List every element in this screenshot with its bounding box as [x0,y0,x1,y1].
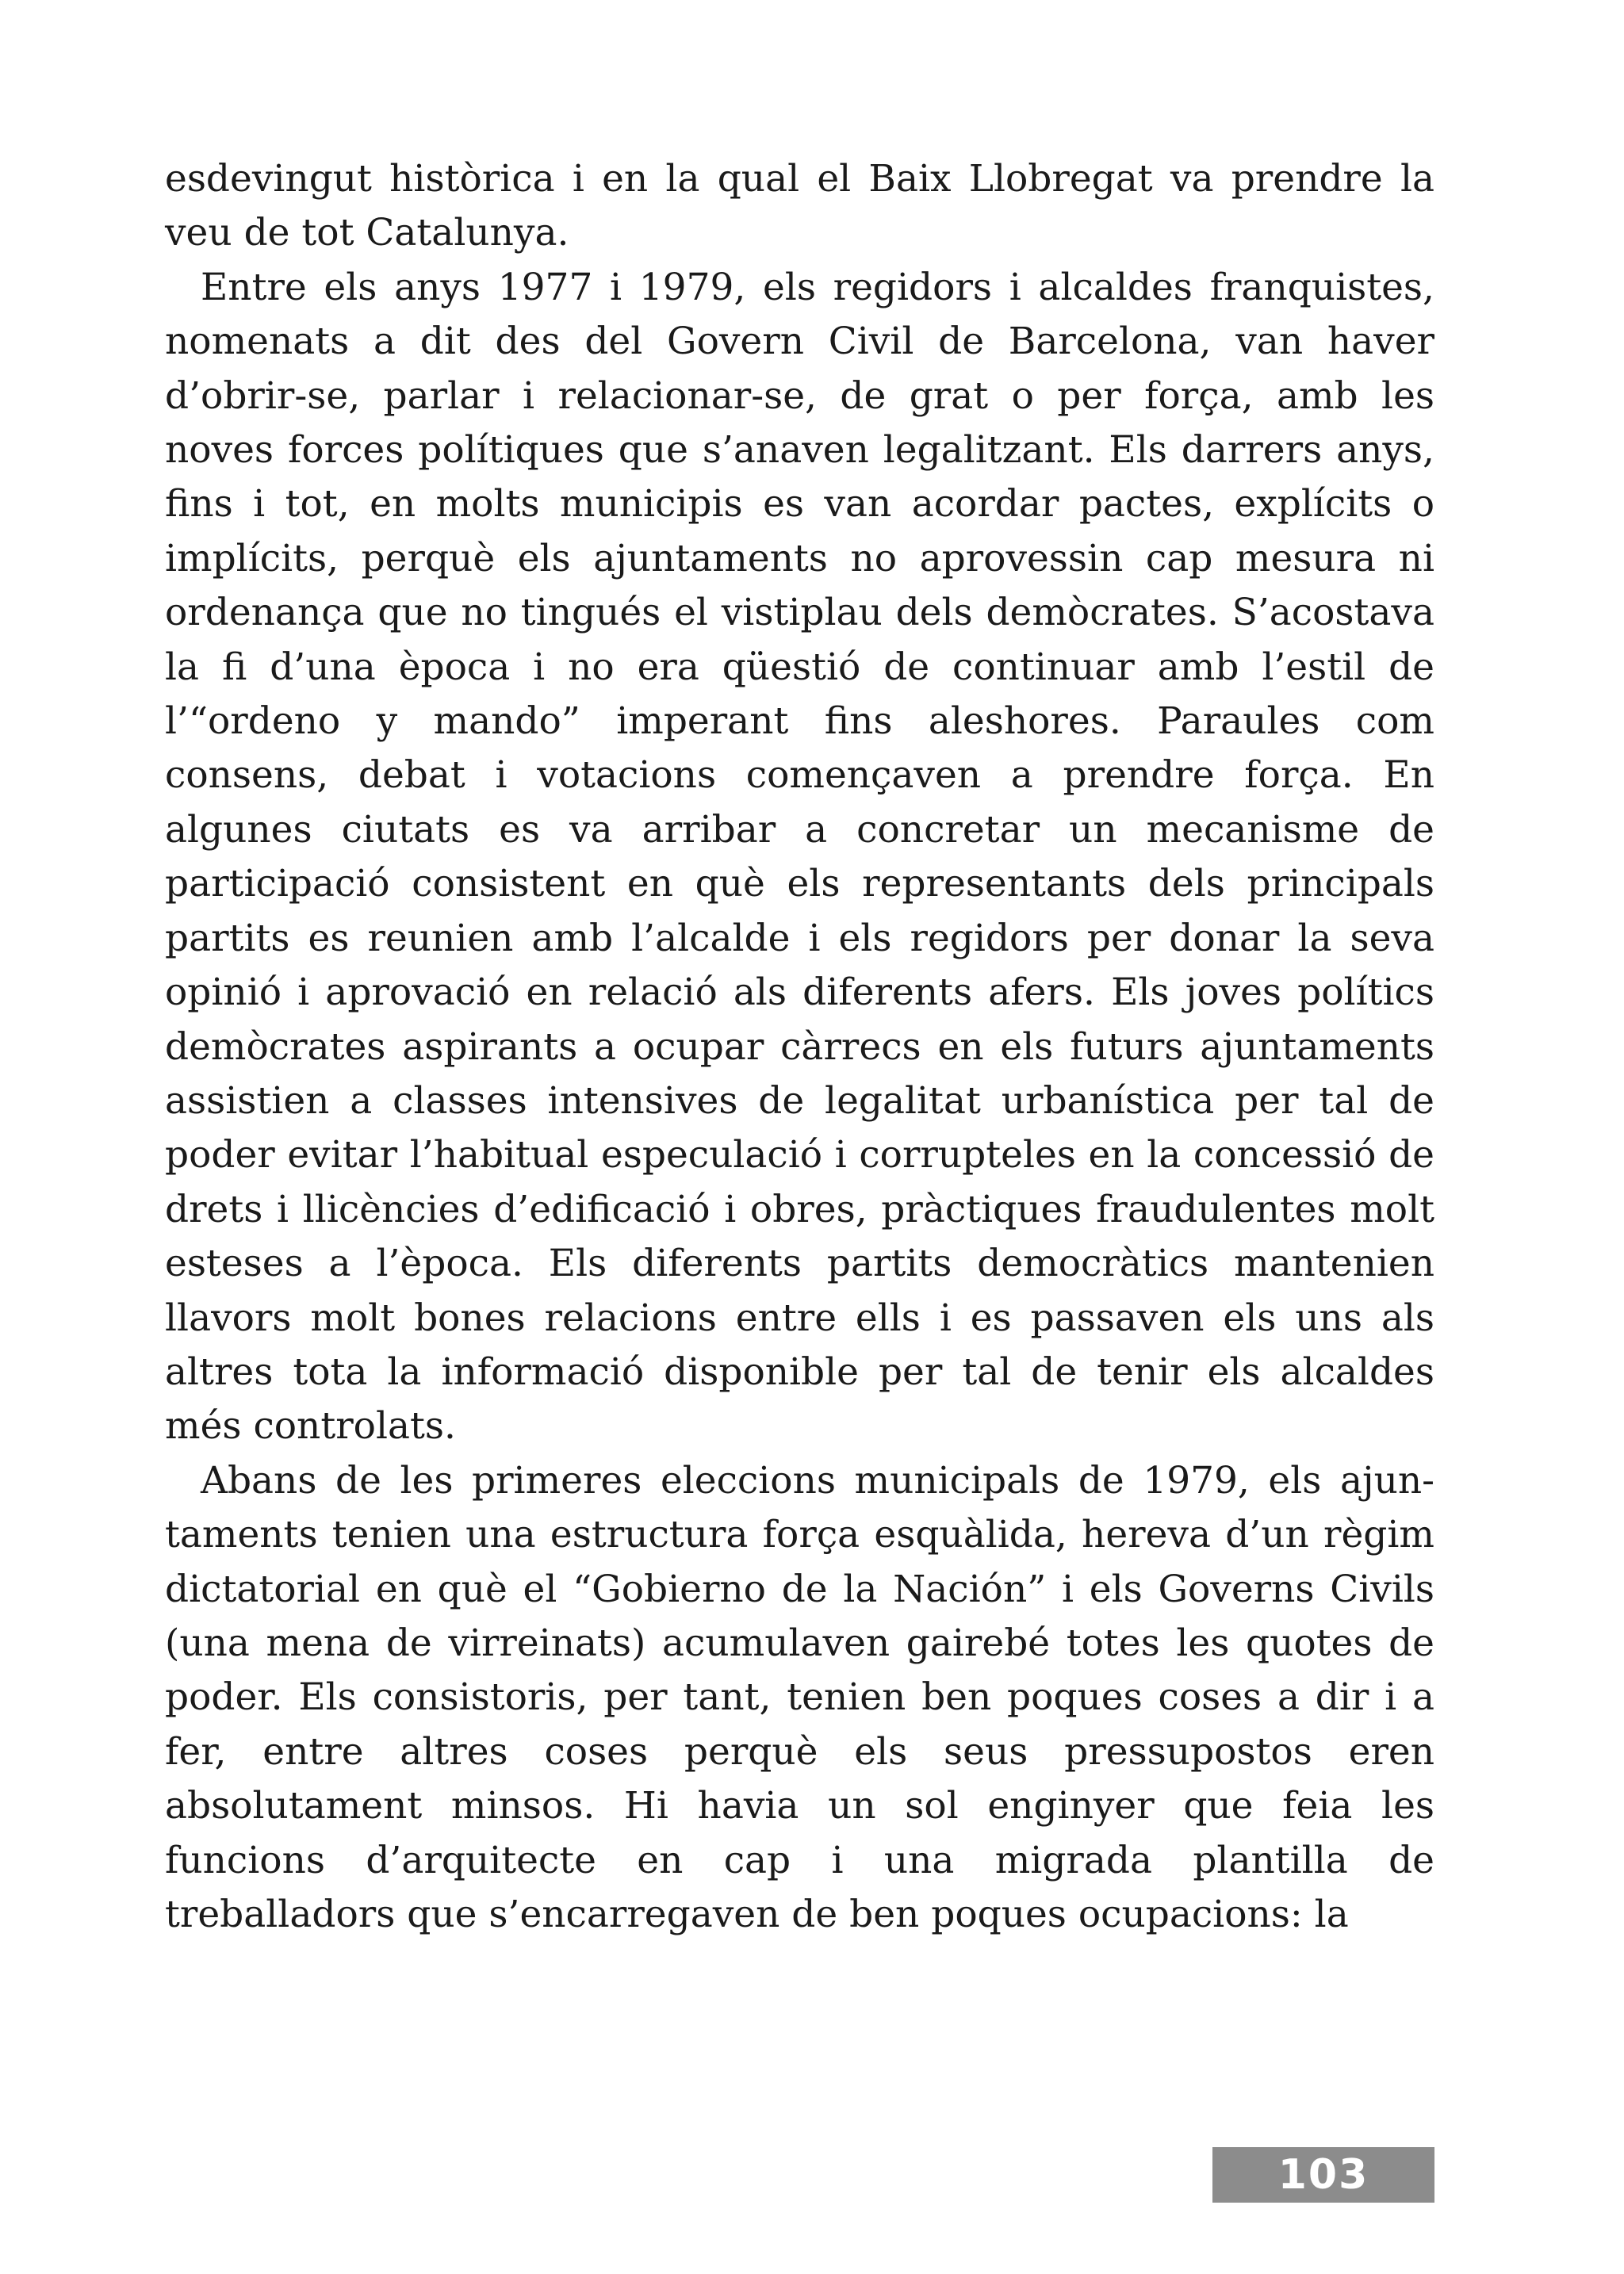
paragraph-municipal-structure: Abans de les primeres eleccions municipals de 1979, els ajuntaments tenien una estructura força esquàlida, hereva d’un règim dictatorial en què el “Gobierno de la Nación” i els Governs Civils (una mena de virreinats) acumulaven gairebé totes les quotes de poder. Els consistoris, per tant, tenien ben poques coses a dir i a fer, entre altres coses perquè els seus pressupostos eren absolutament minsos. Hi havia un sol enginyer que feia les funcions d’arquitecte en cap i una migrada plantilla de treballadors que s’encarregaven de ben poques ocupacions: la [165,1458,1434,1936]
page-number: 103 [1277,2151,1369,2199]
paragraph-continuation: esdevingut històrica i en la qual el Baix Llobregat va prendre la veu de tot Catalunya. [165,157,1434,255]
paragraph-transition-period: Entre els anys 1977 i 1979, els regidors i alcaldes franquistes, nomenats a dit des del Govern Civil de Barcelona, van haver d’obrir-se, parlar i relacionar-se, de grat o per força, amb les noves forces polítiques que s’anaven legalitzant. Els darrers anys, fins i tot, en molts municipis es van acordar pactes, explícits o implícits, perquè els ajuntaments no aprovessin cap mesura ni ordenança que no tingués el vistiplau dels demòcrates. S’acostava la fi d’una època i no era qüestió de continuar amb l’estil de l’“ordeno y mando” imperant fins aleshores. Paraules com consens, debat i votacions començaven a prendre força. En algunes ciutats es va arribar a concretar un mecanisme de participació consistent en què els representants dels principals partits es reunien amb l’alcalde i els regidors per donar la seva opinió i aprovació en relació als diferents afers. Els joves polítics demòcrates aspirants a ocupar càrrecs en els futurs ajuntaments assistien a classes intensives de legalitat urbanística per tal de poder evitar l’habitual especulació i corrupteles en la concessió de drets i llicències d’edificació i obres, pràctiques fraudulentes molt esteses a l’època. Els diferents partits democràtics mantenien llavors molt bones relacions entre ells i es passaven els uns als altres tota la informació disponible per tal de tenir els alcaldes més controlats. [165,265,1434,1449]
body-text [165,152,1434,1942]
